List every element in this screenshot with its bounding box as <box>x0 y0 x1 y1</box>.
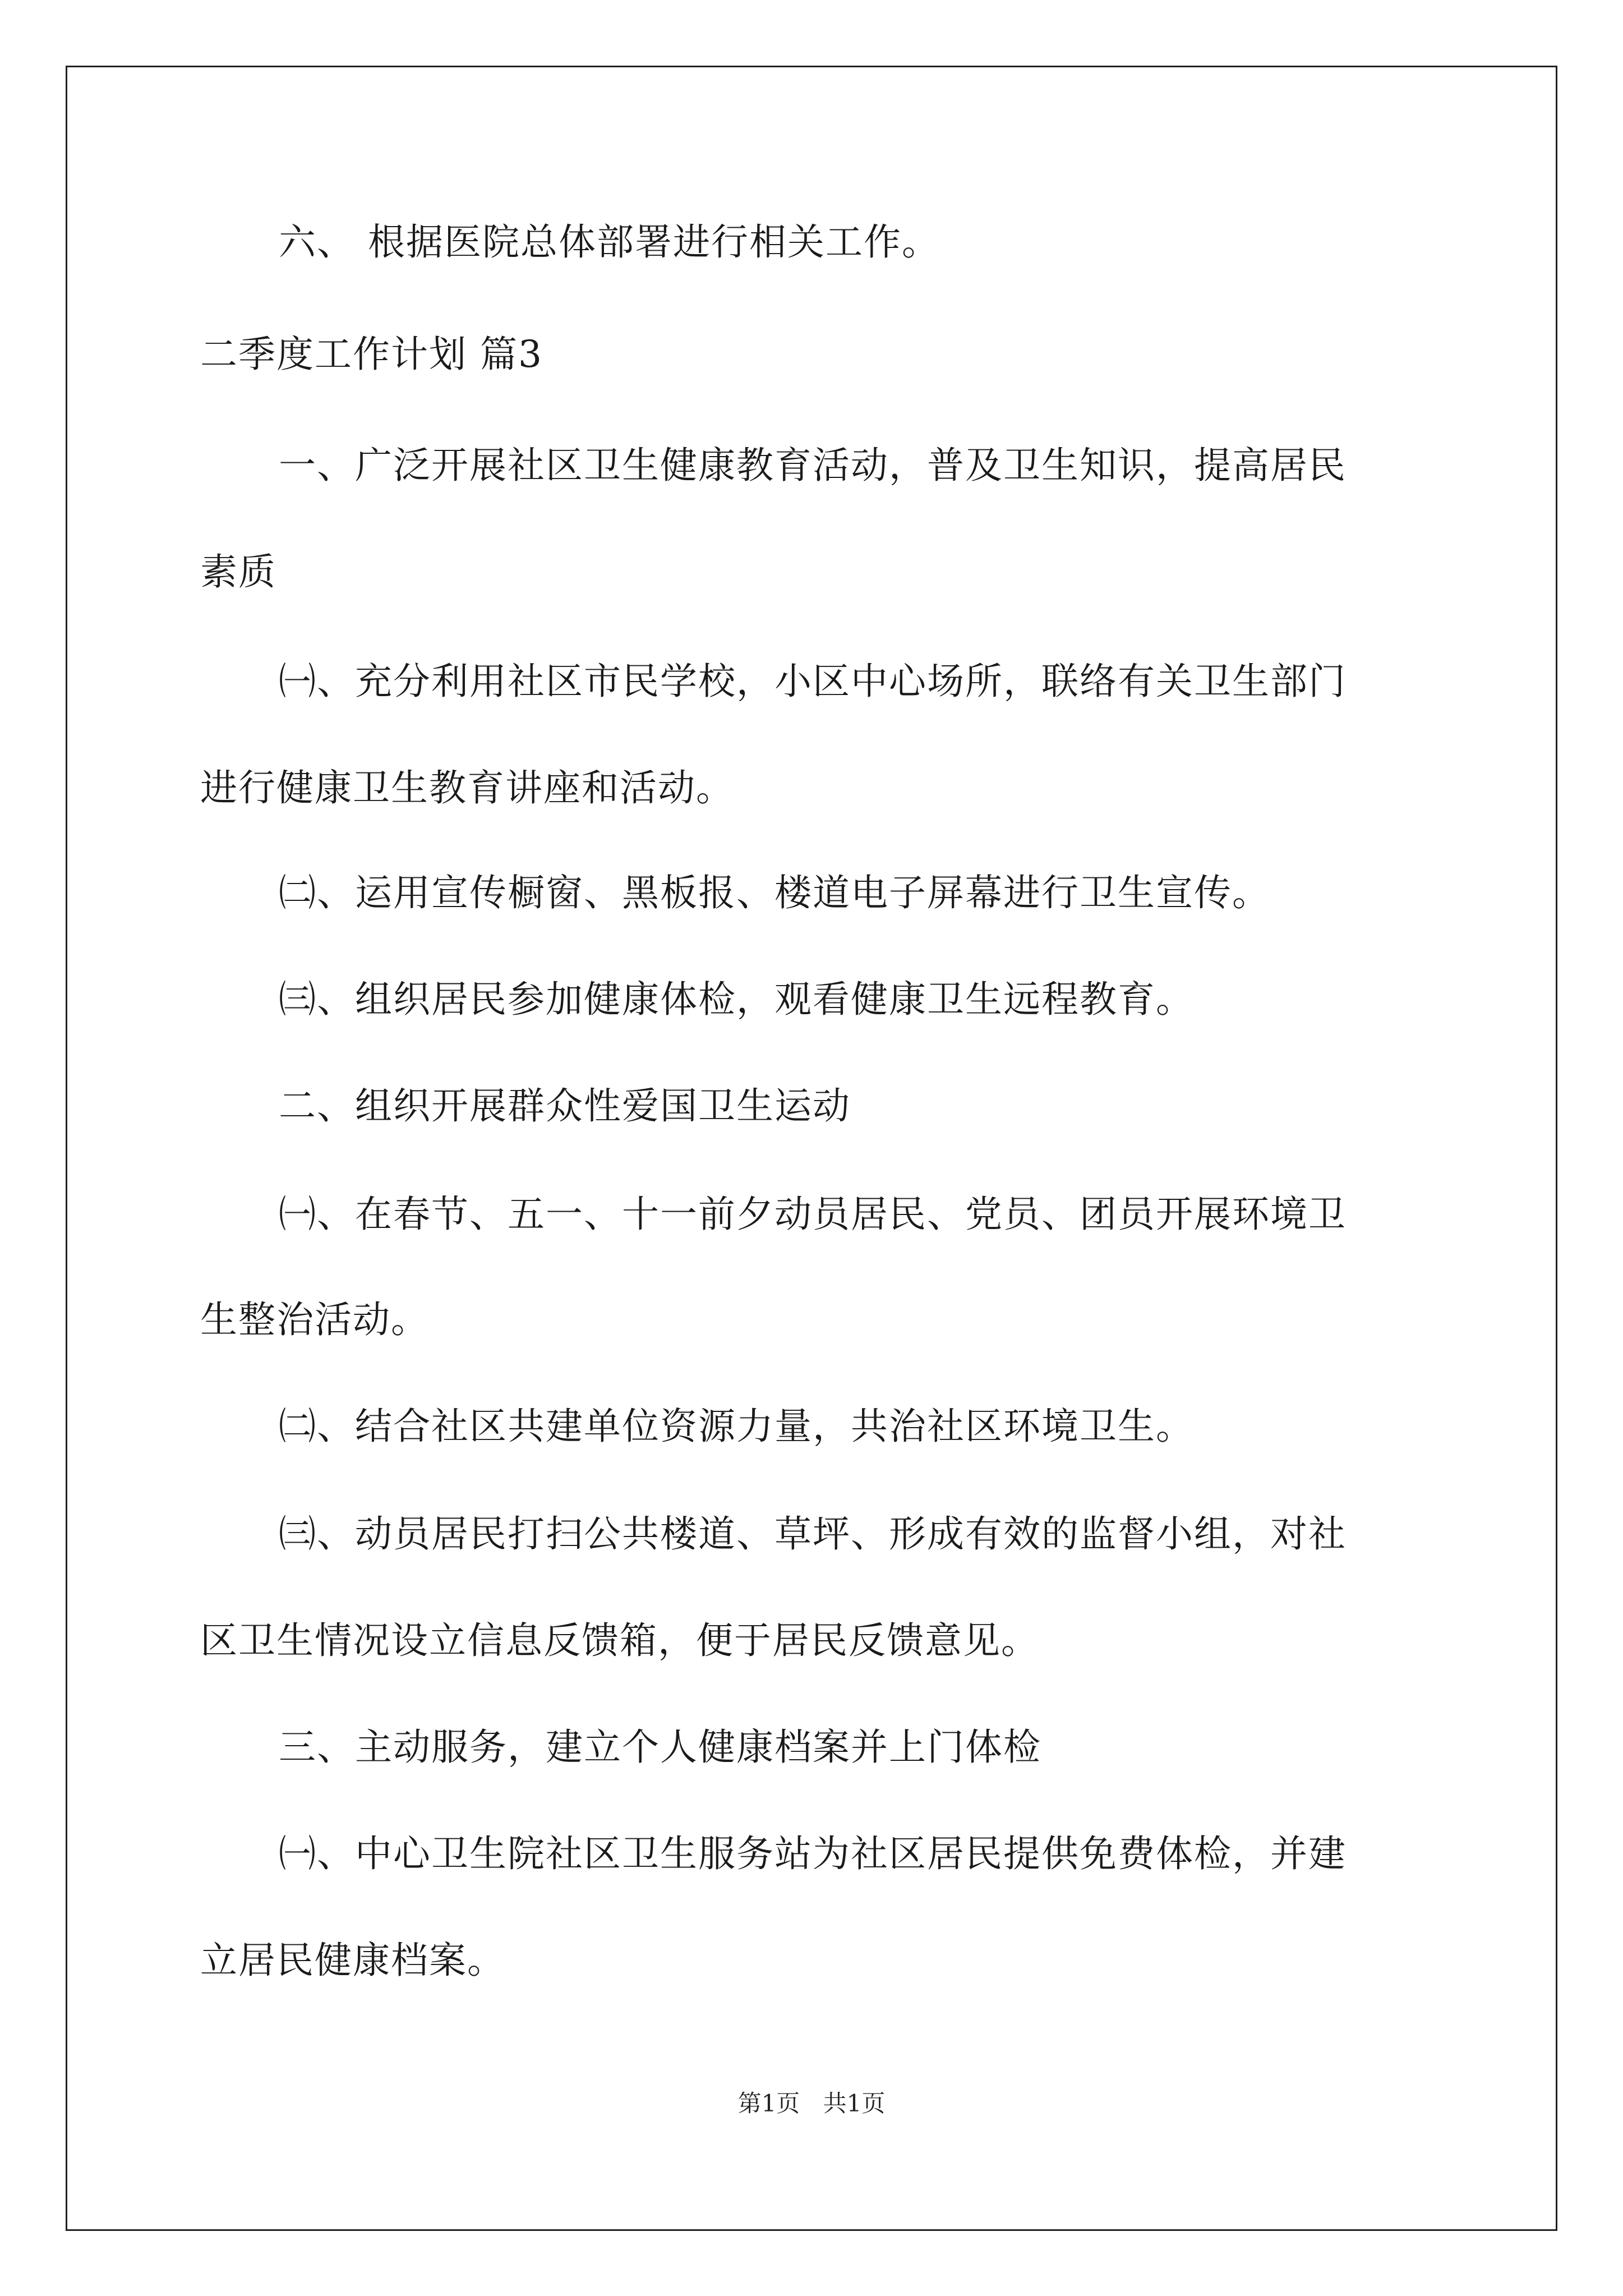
paragraph-line: 三、主动服务，建立个人健康档案并上门体检 <box>279 1726 1041 1769</box>
paragraph-line: ㈡、运用宣传橱窗、黑板报、楼道电子屏幕进行卫生宣传。 <box>279 871 1270 914</box>
page-border <box>66 66 1557 2231</box>
paragraph-line: ㈡、结合社区共建单位资源力量，共治社区环境卫生。 <box>279 1405 1194 1448</box>
paragraph-line: 一、广泛开展社区卫生健康教育活动，普及卫生知识，提高居民 <box>279 444 1347 487</box>
paragraph-line: 进行健康卫生教育讲座和活动。 <box>200 766 734 809</box>
paragraph-line: 立居民健康档案。 <box>200 1939 505 1982</box>
paragraph-line: ㈢、组织居民参加健康体检，观看健康卫生远程教育。 <box>279 978 1194 1021</box>
page-number: 第1页 <box>737 2090 800 2117</box>
section-heading: 二季度工作计划 篇3 <box>200 333 543 376</box>
paragraph-line: ㈢、动员居民打扫公共楼道、草坪、形成有效的监督小组，对社 <box>279 1512 1347 1556</box>
paragraph-line: ㈠、中心卫生院社区卫生服务站为社区居民提供免费体检，并建 <box>279 1832 1347 1875</box>
paragraph-line: 区卫生情况设立信息反馈箱，便于居民反馈意见。 <box>200 1619 1039 1662</box>
page-total: 共1页 <box>823 2090 886 2117</box>
paragraph-line: ㈠、充分利用社区市民学校，小区中心场所，联络有关卫生部门 <box>279 660 1347 703</box>
paragraph-line: 二、组织开展群众性爱国卫生运动 <box>279 1084 851 1128</box>
paragraph-line: 素质 <box>200 550 276 593</box>
page-footer <box>0 2090 1623 2118</box>
paragraph-line: 生整治活动。 <box>200 1298 429 1341</box>
paragraph-line: ㈠、在春节、五一、十一前夕动员居民、党员、团员开展环境卫 <box>279 1193 1347 1236</box>
paragraph-line: 六、 根据医院总体部署进行相关工作。 <box>279 220 940 264</box>
